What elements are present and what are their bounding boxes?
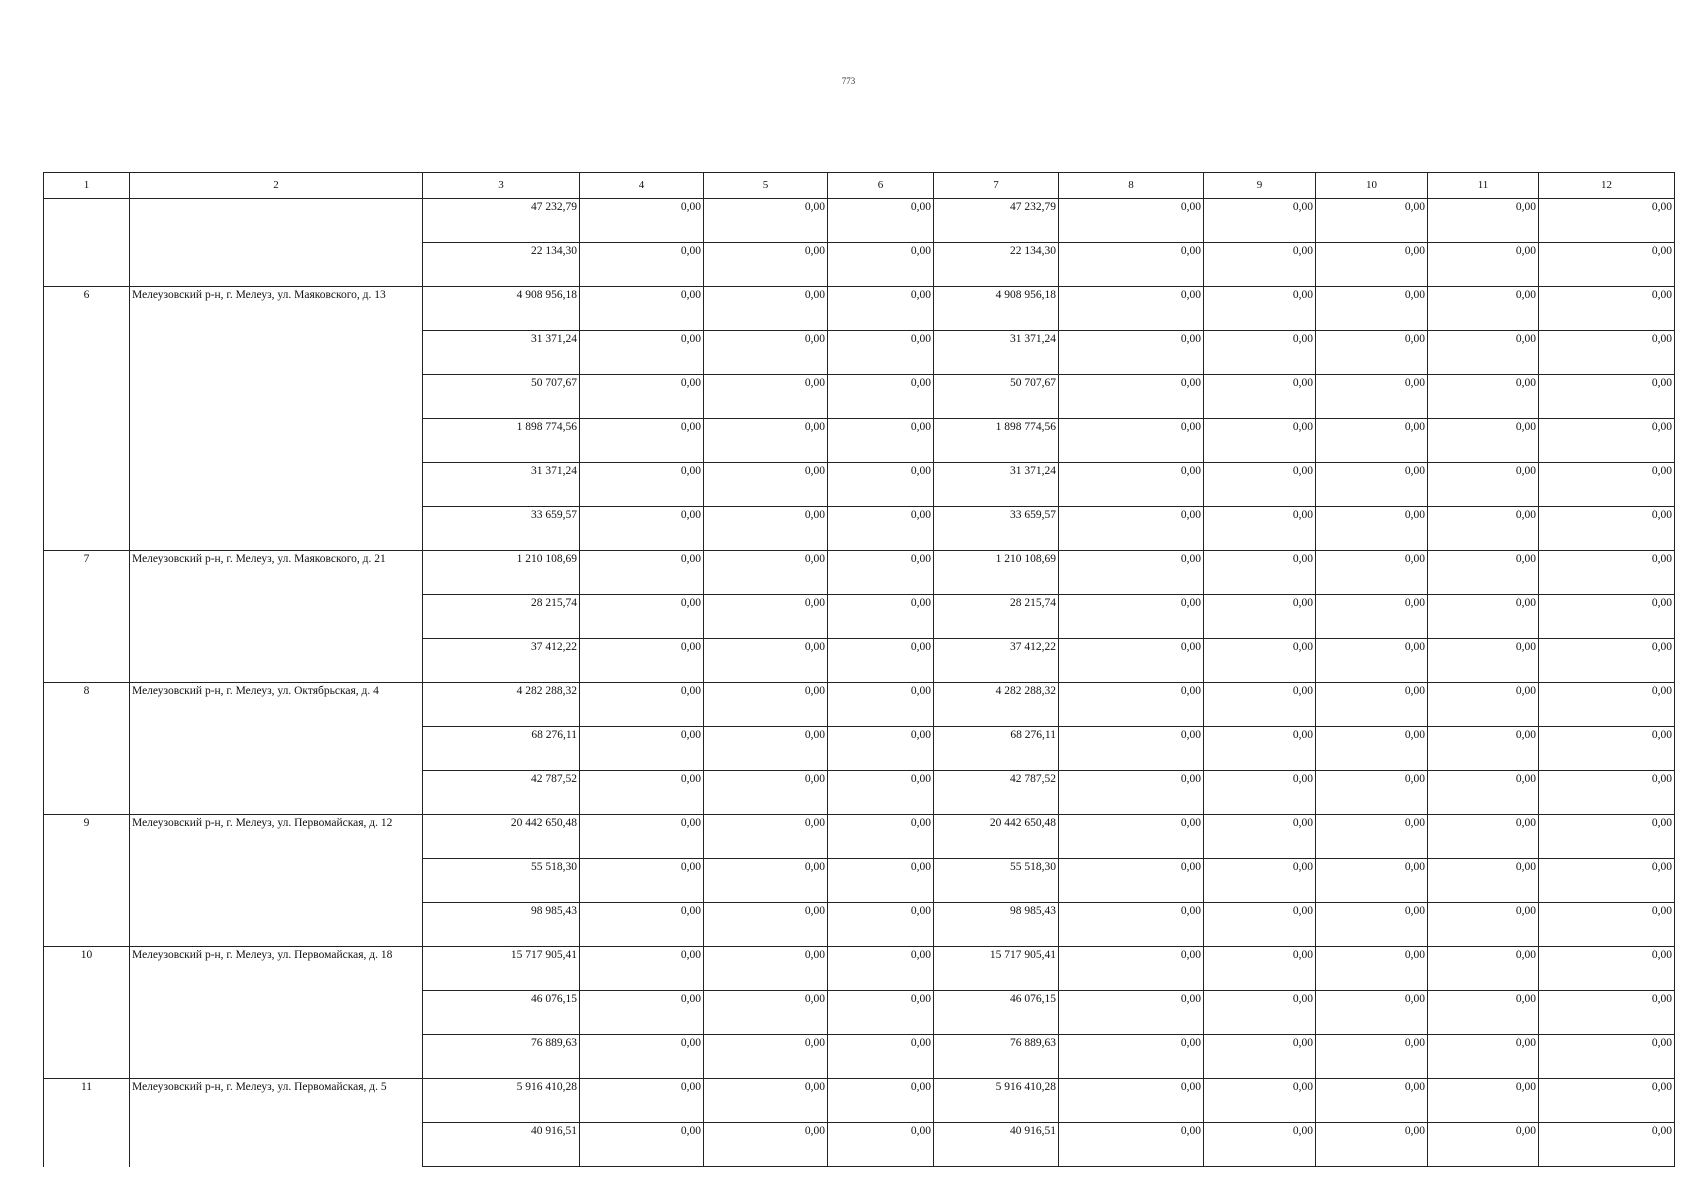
repair-cost-table [43, 172, 1675, 1167]
table-row [44, 199, 1675, 243]
cost-cell: 0,00 [1539, 1079, 1675, 1123]
table-body [44, 199, 1675, 1167]
cost-cell: 68 276,11 [423, 727, 580, 771]
cost-cell: 0,00 [1204, 991, 1316, 1035]
cost-cell: 40 916,51 [934, 1123, 1059, 1167]
cost-cell: 0,00 [828, 727, 934, 771]
cost-cell: 0,00 [828, 507, 934, 551]
cost-cell: 0,00 [1539, 1035, 1675, 1079]
cost-cell: 0,00 [1204, 551, 1316, 595]
cost-cell: 0,00 [1539, 375, 1675, 419]
cost-cell: 40 916,51 [423, 1123, 580, 1167]
cost-cell: 0,00 [704, 287, 828, 331]
cost-cell: 0,00 [1316, 331, 1428, 375]
cost-cell: 0,00 [1059, 287, 1204, 331]
cost-cell: 68 276,11 [934, 727, 1059, 771]
table-row [44, 1079, 1675, 1123]
cost-cell: 0,00 [580, 947, 704, 991]
cost-cell: 0,00 [1539, 419, 1675, 463]
cost-cell: 0,00 [1428, 463, 1539, 507]
cost-cell: 4 282 288,32 [423, 683, 580, 727]
cost-cell: 0,00 [1316, 1035, 1428, 1079]
cost-cell: 1 210 108,69 [423, 551, 580, 595]
cost-cell: 0,00 [828, 903, 934, 947]
column-header: 2 [130, 173, 423, 199]
cost-cell: 31 371,24 [423, 463, 580, 507]
cost-cell: 0,00 [1428, 727, 1539, 771]
column-header: 7 [934, 173, 1059, 199]
cost-cell: 0,00 [1428, 419, 1539, 463]
cost-cell: 0,00 [580, 463, 704, 507]
cost-cell: 0,00 [580, 727, 704, 771]
cost-cell: 0,00 [1539, 507, 1675, 551]
cost-cell: 0,00 [1204, 287, 1316, 331]
cost-cell: 4 282 288,32 [934, 683, 1059, 727]
cost-cell: 0,00 [828, 375, 934, 419]
cost-cell: 0,00 [704, 243, 828, 287]
cost-cell: 0,00 [1316, 859, 1428, 903]
object-address: Мелеузовский р-н, г. Мелеуз, ул. Маяковского, д. 21 [130, 551, 423, 683]
cost-cell: 50 707,67 [423, 375, 580, 419]
cost-cell: 0,00 [828, 947, 934, 991]
cost-cell: 0,00 [704, 639, 828, 683]
cost-cell: 0,00 [704, 331, 828, 375]
cost-cell: 0,00 [704, 815, 828, 859]
cost-cell: 0,00 [1428, 771, 1539, 815]
cost-cell: 0,00 [1539, 463, 1675, 507]
cost-cell: 0,00 [1316, 815, 1428, 859]
cost-cell: 0,00 [1204, 375, 1316, 419]
cost-cell: 0,00 [704, 947, 828, 991]
cost-cell: 0,00 [1204, 947, 1316, 991]
cost-cell: 0,00 [1316, 727, 1428, 771]
cost-cell: 0,00 [580, 683, 704, 727]
cost-cell: 55 518,30 [423, 859, 580, 903]
column-header: 3 [423, 173, 580, 199]
cost-cell: 0,00 [1428, 639, 1539, 683]
cost-cell: 0,00 [828, 1123, 934, 1167]
cost-cell: 0,00 [1539, 287, 1675, 331]
cost-cell: 0,00 [1059, 1035, 1204, 1079]
cost-cell: 0,00 [828, 683, 934, 727]
cost-cell: 15 717 905,41 [934, 947, 1059, 991]
cost-cell: 0,00 [1539, 683, 1675, 727]
object-address: Мелеузовский р-н, г. Мелеуз, ул. Первомайская, д. 18 [130, 947, 423, 1079]
cost-cell: 28 215,74 [934, 595, 1059, 639]
cost-cell: 0,00 [580, 771, 704, 815]
cost-cell: 0,00 [828, 991, 934, 1035]
cost-cell: 0,00 [1204, 727, 1316, 771]
column-header: 4 [580, 173, 704, 199]
cost-cell: 0,00 [580, 1035, 704, 1079]
cost-cell: 0,00 [580, 903, 704, 947]
cost-cell: 0,00 [704, 463, 828, 507]
cost-cell: 0,00 [580, 639, 704, 683]
cost-cell: 0,00 [1428, 1123, 1539, 1167]
cost-cell: 0,00 [1204, 331, 1316, 375]
cost-cell: 0,00 [580, 815, 704, 859]
object-address: Мелеузовский р-н, г. Мелеуз, ул. Маяковского, д. 13 [130, 287, 423, 551]
cost-cell: 5 916 410,28 [934, 1079, 1059, 1123]
cost-cell: 0,00 [1059, 1079, 1204, 1123]
cost-cell: 98 985,43 [423, 903, 580, 947]
table-row [44, 683, 1675, 727]
object-number: 8 [44, 683, 130, 815]
cost-cell: 0,00 [704, 199, 828, 243]
cost-cell: 0,00 [1316, 639, 1428, 683]
cost-cell: 0,00 [1316, 903, 1428, 947]
cost-cell: 20 442 650,48 [934, 815, 1059, 859]
cost-cell: 0,00 [580, 859, 704, 903]
cost-cell: 0,00 [1204, 771, 1316, 815]
table-row [44, 287, 1675, 331]
cost-cell: 0,00 [828, 1079, 934, 1123]
cost-cell: 0,00 [704, 727, 828, 771]
cost-cell: 0,00 [1539, 771, 1675, 815]
cost-cell: 0,00 [580, 1123, 704, 1167]
cost-cell: 0,00 [580, 199, 704, 243]
cost-cell: 0,00 [1539, 859, 1675, 903]
cost-cell: 0,00 [1204, 1123, 1316, 1167]
cost-cell: 0,00 [1428, 683, 1539, 727]
cost-cell: 0,00 [828, 243, 934, 287]
column-header: 1 [44, 173, 130, 199]
cost-cell: 0,00 [1059, 199, 1204, 243]
cost-cell: 31 371,24 [934, 331, 1059, 375]
cost-cell: 42 787,52 [934, 771, 1059, 815]
cost-cell: 20 442 650,48 [423, 815, 580, 859]
cost-cell: 31 371,24 [934, 463, 1059, 507]
cost-cell: 47 232,79 [934, 199, 1059, 243]
cost-cell: 0,00 [1059, 551, 1204, 595]
cost-cell: 0,00 [1059, 331, 1204, 375]
cost-cell: 33 659,57 [934, 507, 1059, 551]
cost-cell: 0,00 [580, 375, 704, 419]
cost-cell: 0,00 [1316, 1079, 1428, 1123]
cost-cell: 0,00 [1059, 727, 1204, 771]
cost-cell: 0,00 [1539, 243, 1675, 287]
object-address: Мелеузовский р-н, г. Мелеуз, ул. Октябрьская, д. 4 [130, 683, 423, 815]
cost-cell: 31 371,24 [423, 331, 580, 375]
cost-cell: 0,00 [1204, 639, 1316, 683]
cost-cell: 47 232,79 [423, 199, 580, 243]
cost-cell: 0,00 [1428, 551, 1539, 595]
cost-cell: 0,00 [1316, 243, 1428, 287]
cost-cell: 0,00 [580, 1079, 704, 1123]
cost-cell: 0,00 [704, 771, 828, 815]
cost-cell: 0,00 [580, 287, 704, 331]
cost-cell: 0,00 [1539, 727, 1675, 771]
cost-cell: 0,00 [1539, 551, 1675, 595]
cost-cell: 0,00 [1428, 1079, 1539, 1123]
cost-cell: 0,00 [1428, 815, 1539, 859]
table-row [44, 551, 1675, 595]
cost-cell: 0,00 [828, 639, 934, 683]
cost-cell: 0,00 [828, 859, 934, 903]
cost-cell: 0,00 [1428, 199, 1539, 243]
cost-cell: 0,00 [1428, 1035, 1539, 1079]
cost-cell: 0,00 [580, 243, 704, 287]
cost-cell: 0,00 [1428, 595, 1539, 639]
cost-cell: 0,00 [1059, 991, 1204, 1035]
cost-cell: 0,00 [1059, 1123, 1204, 1167]
cost-cell: 0,00 [1059, 947, 1204, 991]
cost-cell: 55 518,30 [934, 859, 1059, 903]
object-address: Мелеузовский р-н, г. Мелеуз, ул. Первомайская, д. 12 [130, 815, 423, 947]
cost-cell: 5 916 410,28 [423, 1079, 580, 1123]
object-number: 9 [44, 815, 130, 947]
cost-cell: 0,00 [828, 287, 934, 331]
cost-cell: 0,00 [1059, 683, 1204, 727]
object-number: 6 [44, 287, 130, 551]
cost-cell: 0,00 [1316, 991, 1428, 1035]
cost-cell: 0,00 [1428, 287, 1539, 331]
cost-cell: 37 412,22 [934, 639, 1059, 683]
cost-cell: 0,00 [828, 199, 934, 243]
cost-cell: 0,00 [1428, 991, 1539, 1035]
cost-cell: 46 076,15 [423, 991, 580, 1035]
cost-cell: 1 210 108,69 [934, 551, 1059, 595]
cost-cell: 0,00 [1204, 419, 1316, 463]
object-address [130, 199, 423, 287]
cost-cell: 4 908 956,18 [934, 287, 1059, 331]
cost-cell: 1 898 774,56 [423, 419, 580, 463]
cost-cell: 0,00 [1204, 463, 1316, 507]
cost-cell: 0,00 [1059, 463, 1204, 507]
cost-cell: 0,00 [1539, 331, 1675, 375]
column-header: 8 [1059, 173, 1204, 199]
cost-cell: 0,00 [704, 375, 828, 419]
column-header: 9 [1204, 173, 1316, 199]
cost-cell: 28 215,74 [423, 595, 580, 639]
cost-cell: 0,00 [828, 815, 934, 859]
cost-cell: 0,00 [1059, 375, 1204, 419]
cost-cell: 0,00 [704, 1079, 828, 1123]
cost-cell: 0,00 [1204, 859, 1316, 903]
cost-cell: 0,00 [1316, 771, 1428, 815]
cost-cell: 0,00 [1316, 419, 1428, 463]
cost-cell: 33 659,57 [423, 507, 580, 551]
cost-cell: 0,00 [1539, 1123, 1675, 1167]
cost-cell: 0,00 [1428, 375, 1539, 419]
cost-cell: 0,00 [1428, 331, 1539, 375]
cost-cell: 76 889,63 [934, 1035, 1059, 1079]
cost-cell: 0,00 [1059, 419, 1204, 463]
cost-cell: 0,00 [704, 903, 828, 947]
cost-cell: 0,00 [1204, 507, 1316, 551]
cost-cell: 0,00 [704, 991, 828, 1035]
cost-cell: 0,00 [1316, 375, 1428, 419]
cost-cell: 0,00 [1316, 947, 1428, 991]
cost-cell: 0,00 [1204, 1035, 1316, 1079]
column-header: 12 [1539, 173, 1675, 199]
cost-cell: 0,00 [828, 771, 934, 815]
cost-cell: 98 985,43 [934, 903, 1059, 947]
column-header: 6 [828, 173, 934, 199]
column-header: 11 [1428, 173, 1539, 199]
cost-cell: 0,00 [704, 595, 828, 639]
cost-cell: 0,00 [828, 419, 934, 463]
cost-cell: 0,00 [1316, 595, 1428, 639]
cost-cell: 1 898 774,56 [934, 419, 1059, 463]
cost-cell: 0,00 [1316, 683, 1428, 727]
cost-cell: 42 787,52 [423, 771, 580, 815]
cost-cell: 0,00 [1316, 287, 1428, 331]
object-number: 7 [44, 551, 130, 683]
cost-cell: 0,00 [580, 331, 704, 375]
cost-cell: 0,00 [1539, 199, 1675, 243]
cost-cell: 0,00 [828, 463, 934, 507]
cost-cell: 0,00 [1204, 903, 1316, 947]
cost-cell: 50 707,67 [934, 375, 1059, 419]
cost-cell: 0,00 [828, 1035, 934, 1079]
object-number: 10 [44, 947, 130, 1079]
object-address: Мелеузовский р-н, г. Мелеуз, ул. Первомайская, д. 5 [130, 1079, 423, 1167]
cost-cell: 0,00 [828, 551, 934, 595]
cost-cell: 0,00 [1204, 1079, 1316, 1123]
cost-cell: 0,00 [1059, 859, 1204, 903]
cost-cell: 0,00 [580, 507, 704, 551]
cost-cell: 0,00 [704, 419, 828, 463]
cost-cell: 0,00 [1539, 639, 1675, 683]
object-number: 11 [44, 1079, 130, 1167]
cost-cell: 0,00 [1316, 1123, 1428, 1167]
cost-cell: 0,00 [1428, 859, 1539, 903]
cost-cell: 0,00 [1059, 815, 1204, 859]
cost-cell: 0,00 [1539, 947, 1675, 991]
cost-cell: 0,00 [1059, 639, 1204, 683]
cost-cell: 0,00 [1059, 507, 1204, 551]
cost-cell: 0,00 [1428, 243, 1539, 287]
page-number: 773 [841, 76, 856, 86]
cost-cell: 0,00 [828, 595, 934, 639]
cost-cell: 0,00 [1204, 199, 1316, 243]
cost-cell: 0,00 [1204, 815, 1316, 859]
cost-cell: 0,00 [1059, 243, 1204, 287]
cost-cell: 0,00 [704, 1123, 828, 1167]
cost-cell: 76 889,63 [423, 1035, 580, 1079]
cost-cell: 22 134,30 [934, 243, 1059, 287]
cost-cell: 0,00 [1316, 463, 1428, 507]
cost-cell: 0,00 [1204, 595, 1316, 639]
cost-cell: 0,00 [704, 551, 828, 595]
cost-cell: 46 076,15 [934, 991, 1059, 1035]
cost-cell: 0,00 [1539, 815, 1675, 859]
column-number-row [44, 173, 1675, 199]
cost-cell: 0,00 [828, 331, 934, 375]
cost-cell: 0,00 [704, 683, 828, 727]
cost-cell: 0,00 [1316, 507, 1428, 551]
cost-cell: 0,00 [1204, 243, 1316, 287]
cost-cell: 0,00 [1428, 507, 1539, 551]
cost-cell: 0,00 [1539, 595, 1675, 639]
cost-cell: 0,00 [704, 1035, 828, 1079]
cost-cell: 0,00 [1059, 771, 1204, 815]
column-header: 5 [704, 173, 828, 199]
table-row [44, 947, 1675, 991]
cost-cell: 15 717 905,41 [423, 947, 580, 991]
cost-cell: 22 134,30 [423, 243, 580, 287]
cost-cell: 0,00 [1204, 683, 1316, 727]
cost-cell: 0,00 [580, 419, 704, 463]
column-header: 10 [1316, 173, 1428, 199]
cost-cell: 0,00 [1059, 595, 1204, 639]
cost-cell: 0,00 [580, 595, 704, 639]
cost-cell: 0,00 [1059, 903, 1204, 947]
cost-cell: 4 908 956,18 [423, 287, 580, 331]
cost-cell: 0,00 [580, 991, 704, 1035]
cost-cell: 0,00 [580, 551, 704, 595]
cost-cell: 0,00 [1539, 991, 1675, 1035]
cost-cell: 0,00 [704, 859, 828, 903]
cost-cell: 0,00 [1428, 903, 1539, 947]
object-number [44, 199, 130, 287]
table-row [44, 815, 1675, 859]
cost-cell: 0,00 [1428, 947, 1539, 991]
cost-cell: 0,00 [1539, 903, 1675, 947]
cost-cell: 0,00 [704, 507, 828, 551]
cost-cell: 37 412,22 [423, 639, 580, 683]
cost-cell: 0,00 [1316, 199, 1428, 243]
cost-cell: 0,00 [1316, 551, 1428, 595]
